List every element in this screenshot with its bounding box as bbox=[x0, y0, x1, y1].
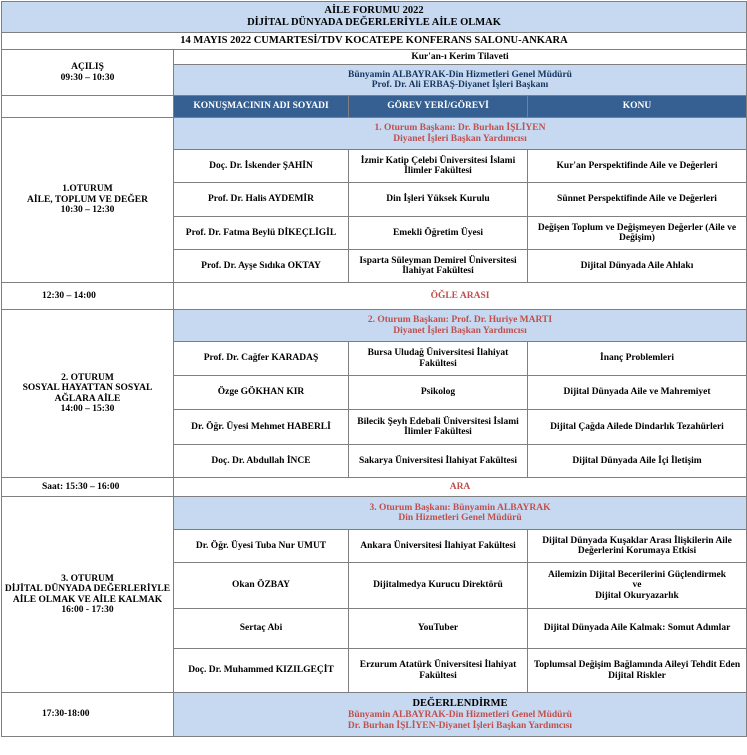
session3-chair-line-1: 3. Oturum Başkanı: Bünyamin ALBAYRAK bbox=[369, 502, 551, 513]
col-topic-header: KONU bbox=[528, 96, 747, 118]
break-row bbox=[2, 478, 747, 497]
lunch-row bbox=[2, 283, 747, 310]
speaker-position: YouTuber bbox=[349, 609, 528, 649]
speaker-position: Isparta Süleyman Demirel Üniversitesi İlahiyat Fakültesi bbox=[349, 250, 528, 283]
session1-chair bbox=[174, 118, 747, 150]
speech-topic: Dijital Çağda Ailede Dindarlık Tezahürleri bbox=[528, 410, 747, 445]
speech-topic: Dijital Dünyada Aile İçi İletişim bbox=[528, 445, 747, 478]
speech-topic: Dijital Dünyada Kuşaklar Arası İlişkilerin Aile Değerlerini Korumaya Etkisi bbox=[528, 530, 747, 563]
blank-header-cell bbox=[2, 96, 174, 118]
speaker-position: Psikolog bbox=[349, 376, 528, 410]
date-venue: 14 MAYIS 2022 CUMARTESİ/TDV KOCATEPE KONFERANS SALONU-ANKARA bbox=[2, 33, 747, 50]
session2-chair-line-1: 2. Oturum Başkanı: Prof. Dr. Huriye MARTI bbox=[367, 315, 553, 326]
speaker-name: Doç. Dr. İskender ŞAHİN bbox=[174, 150, 349, 183]
speaker-position: Sakarya Üniversitesi İlahiyat Fakültesi bbox=[349, 445, 528, 478]
session1-chair-line-1: 1. Oturum Başkanı: Dr. Burhan İŞLİYEN bbox=[374, 123, 546, 134]
break-time: Saat: 15:30 – 16:00 bbox=[2, 478, 174, 497]
speech-topic: Değişen Toplum ve Değişmeyen Değerler (Aile ve Değişim) bbox=[528, 217, 747, 250]
opening-speech-1: Bünyamin ALBAYRAK-Din Hizmetleri Genel Müdürü bbox=[348, 69, 572, 80]
title-line-1: AİLE FORUMU 2022 bbox=[324, 4, 424, 16]
opening-row-1 bbox=[2, 50, 747, 65]
opening-speeches bbox=[174, 65, 747, 96]
closing-line-1: Bünyamin ALBAYRAK-Din Hizmetleri Genel Müdürü bbox=[348, 710, 572, 721]
session1-chair-line-2: Diyanet İşleri Başkan Yardımcısı bbox=[393, 133, 527, 144]
session3-label-2: DİJİTAL DÜNYADA DEĞERLERİYLE AİLE OLMAK VE AİLE KALMAK bbox=[4, 584, 171, 605]
speaker-position: Din İşleri Yüksek Kurulu bbox=[349, 183, 528, 217]
session2-chair-row bbox=[2, 310, 747, 342]
closing-row bbox=[2, 693, 747, 737]
session2-chair-line-2: Diyanet İşleri Başkan Yardımcısı bbox=[393, 325, 527, 336]
closing-line-2: Dr. Burhan İŞLİYEN-Diyanet İşleri Başkan Yardımcısı bbox=[347, 720, 573, 731]
col-position-header: GÖREV YERİ/GÖREVİ bbox=[349, 96, 528, 118]
opening-label: AÇILIŞ bbox=[71, 62, 104, 73]
closing-time: 17:30-18:00 bbox=[2, 693, 174, 737]
session2-label-cell bbox=[2, 310, 174, 478]
speaker-name: Prof. Dr. Fatma Beylü DİKEÇLİGİL bbox=[174, 217, 349, 250]
program-table bbox=[1, 1, 747, 737]
speaker-name: Sertaç Abi bbox=[174, 609, 349, 649]
session2-chair bbox=[174, 310, 747, 342]
speech-topic-line-3: Dijital Okuryazarlık bbox=[595, 590, 679, 601]
opening-speech-2: Prof. Dr. Ali ERBAŞ-Diyanet İşleri Başkanı bbox=[371, 80, 549, 90]
speaker-name: Prof. Dr. Ayşe Sıdıka OKTAY bbox=[174, 250, 349, 283]
col-speaker-header: KONUŞMACININ ADI SOYADI bbox=[174, 96, 349, 118]
speech-topic: Kur'an Perspektifinde Aile ve Değerleri bbox=[528, 150, 747, 183]
speaker-name: Özge GÖKHAN KIR bbox=[174, 376, 349, 410]
session3-chair-line-2: Din Hizmetleri Genel Müdürü bbox=[398, 513, 522, 523]
lunch-label: ÖĞLE ARASI bbox=[174, 283, 747, 310]
break-label: ARA bbox=[174, 478, 747, 497]
session1-time: 10:30 – 12:30 bbox=[60, 205, 115, 216]
session1-label-cell bbox=[2, 118, 174, 283]
speaker-position: Erzurum Atatürk Üniversitesi İlahiyat Fakültesi bbox=[349, 649, 528, 693]
session3-time: 16:00 - 17:30 bbox=[61, 604, 114, 615]
speech-topic: Dijital Dünyada Aile Ahlakı bbox=[528, 250, 747, 283]
column-header-row bbox=[2, 96, 747, 118]
speaker-name: Prof. Dr. Cağfer KARADAŞ bbox=[174, 342, 349, 376]
speech-topic: Toplumsal Değişim Bağlamında Aileyi Tehdit Eden Dijital Riskler bbox=[528, 649, 747, 693]
closing-label: DEĞERLENDİRME bbox=[412, 698, 508, 710]
session1-label-2: AİLE, TOPLUM VE DEĞER bbox=[27, 194, 148, 205]
speaker-name: Dr. Öğr. Üyesi Tuba Nur UMUT bbox=[174, 530, 349, 563]
session3-label-cell bbox=[2, 497, 174, 693]
date-row bbox=[2, 33, 747, 50]
speaker-position: Ankara Üniversitesi İlahiyat Fakültesi bbox=[349, 530, 528, 563]
speech-topic: Sünnet Perspektifinde Aile ve Değerleri bbox=[528, 183, 747, 217]
speaker-name: Okan ÖZBAY bbox=[174, 563, 349, 609]
speaker-name: Prof. Dr. Halis AYDEMİR bbox=[174, 183, 349, 217]
title-row bbox=[2, 2, 747, 33]
speech-topic: Dijital Dünyada Aile ve Mahremiyet bbox=[528, 376, 747, 410]
session2-label-1: 2. OTURUM bbox=[61, 372, 114, 383]
speaker-name: Doç. Dr. Abdullah İNCE bbox=[174, 445, 349, 478]
speaker-name: Dr. Öğr. Üyesi Mehmet HABERLİ bbox=[174, 410, 349, 445]
opening-label-cell bbox=[2, 50, 174, 96]
speaker-position: Bursa Uludağ Üniversitesi İlahiyat Fakültesi bbox=[349, 342, 528, 376]
opening-time: 09:30 – 10:30 bbox=[60, 72, 115, 83]
speech-topic-line-1: Ailemizin Dijital Becerilerini Güçlendirmek bbox=[547, 569, 727, 580]
speech-topic-line-2: ve bbox=[632, 580, 642, 591]
session3-chair bbox=[174, 497, 747, 530]
session1-label-1: 1.OTURUM bbox=[62, 184, 113, 195]
quran-recital: Kur'an-ı Kerim Tilaveti bbox=[174, 50, 747, 65]
session3-chair-row bbox=[2, 497, 747, 530]
speaker-position: Bilecik Şeyh Edebali Üniversitesi İslami İlimler Fakültesi bbox=[349, 410, 528, 445]
session3-label-1: 3. OTURUM bbox=[61, 573, 114, 584]
session1-chair-row bbox=[2, 118, 747, 150]
speaker-position: İzmir Katip Çelebi Üniversitesi İslami İlimler Fakültesi bbox=[349, 150, 528, 183]
closing-cell bbox=[174, 693, 747, 737]
speech-topic bbox=[528, 563, 747, 609]
speech-topic: İnanç Problemleri bbox=[528, 342, 747, 376]
speech-topic: Dijital Dünyada Aile Kalmak: Somut Adımlar bbox=[528, 609, 747, 649]
speaker-position: Dijitalmedya Kurucu Direktörü bbox=[349, 563, 528, 609]
page-title bbox=[2, 2, 747, 33]
speaker-position: Emekli Öğretim Üyesi bbox=[349, 217, 528, 250]
session2-time: 14:00 – 15:30 bbox=[60, 403, 115, 414]
title-line-2: DİJİTAL DÜNYADA DEĞERLERİYLE AİLE OLMAK bbox=[247, 17, 501, 28]
session2-label-2: SOSYAL HAYATTAN SOSYAL AĞLARA AİLE bbox=[22, 383, 153, 404]
lunch-time: 12:30 – 14:00 bbox=[2, 283, 174, 310]
speaker-name: Doç. Dr. Muhammed KIZILGEÇİT bbox=[174, 649, 349, 693]
